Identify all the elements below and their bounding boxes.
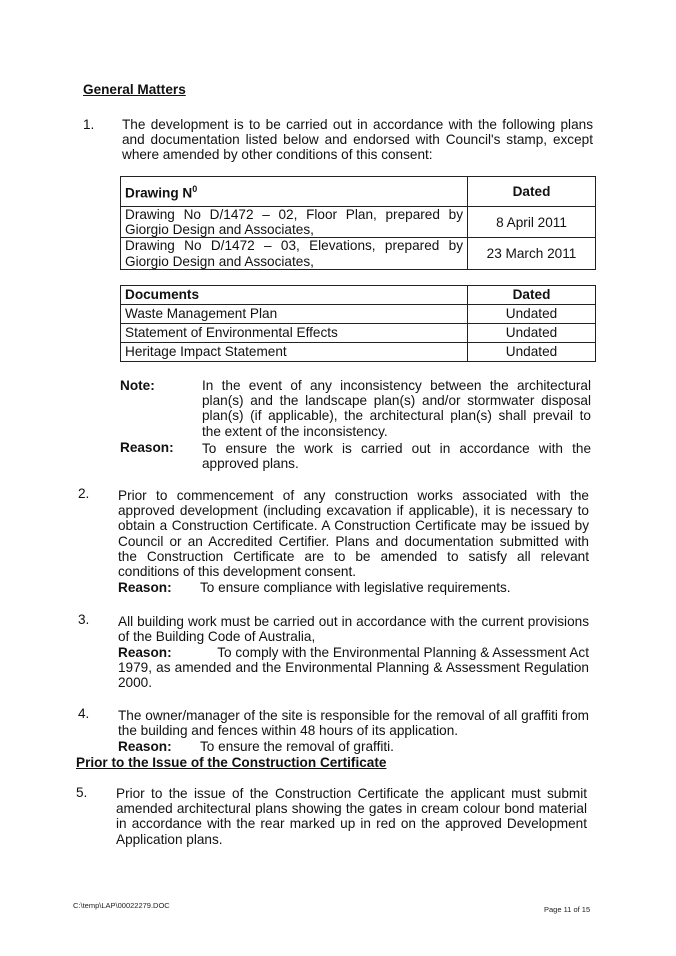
table-header-row (121, 177, 596, 207)
condition-paragraph-4 (118, 708, 589, 738)
paragraph-line: and documentation listed below and endorsed with Council's stamp, except (122, 132, 593, 148)
table-header-row (121, 286, 596, 305)
condition-paragraph-3 (118, 614, 589, 644)
note-line: plan(s) (if applicable), the architectural plan(s) shall prevail to (202, 408, 591, 424)
section-heading-construction-certificate: Prior to the Issue of the Construction Certificate (76, 755, 387, 770)
condition-paragraph-5 (116, 786, 587, 847)
reason-line-3 (118, 645, 589, 660)
note-text (202, 378, 591, 439)
paragraph-line: where amended by other conditions of this consent: (122, 147, 433, 163)
paragraph-line: The owner/manager of the site is responsible for the removal of all graffiti from (118, 708, 589, 723)
reason-line: 1979, as amended and the Environmental Planning & Assessment Regulation (118, 660, 589, 675)
documents-table (120, 285, 596, 362)
document-name: Heritage Impact Statement (121, 343, 468, 362)
table-row (121, 324, 596, 343)
reason-text: To ensure compliance with legislative requirements. (200, 580, 511, 595)
paragraph-line: approved development (including excavation if applicable), it is necessary to (118, 503, 589, 519)
table-row (121, 305, 596, 324)
paragraph-line: conditions of this development consent. (118, 564, 357, 580)
paragraph-line: Prior to commencement of any construction works associated with the (118, 488, 589, 503)
drawings-table (120, 176, 596, 270)
reason-label: Reason: (118, 739, 172, 754)
reason-line: approved plans. (202, 456, 299, 472)
paragraph-line: the building and fences within 48 hours of its application. (118, 723, 459, 739)
paragraph-line: All building work must be carried out in accordance with the current provisions (118, 614, 589, 629)
reason-line-4 (118, 739, 394, 754)
item-number: 4. (78, 706, 90, 721)
paragraph-line: The development is to be carried out in accordance with the following plans (122, 117, 593, 132)
paragraph-line: of the Building Code of Australia, (118, 629, 316, 645)
reason-continuation-3 (118, 660, 589, 690)
paragraph-line: Council or an Accredited Certifier. Plans and documentation submitted with (118, 533, 589, 549)
header-dated: Dated (468, 286, 596, 305)
document-date: Undated (468, 343, 596, 362)
reason-label: Reason: (118, 645, 172, 660)
item-number: 1. (83, 117, 95, 132)
condition-paragraph-2 (118, 488, 589, 579)
paragraph-line: the Construction Certificate are to be amended to satisfy all relevant (118, 548, 589, 564)
note-label: Note: (120, 378, 155, 393)
table-row (121, 343, 596, 362)
paragraph-line: Prior to the issue of the Construction Certificate the applicant must submit (116, 786, 587, 801)
drawing-date: 8 April 2011 (468, 207, 596, 238)
reason-text: To comply with the Environmental Planning & Assessment Act (217, 645, 589, 660)
drawing-description: Drawing No D/1472 – 03, Elevations, prepared by Giorgio Design and Associates, (121, 238, 468, 269)
reason-label: Reason: (120, 440, 174, 455)
table-row (121, 238, 596, 269)
note-line: In the event of any inconsistency between the architectural (202, 378, 591, 393)
drawing-date: 23 March 2011 (468, 238, 596, 269)
footer-file-path: C:\temp\LAP\00022279.DOC (73, 901, 170, 910)
reason-line: 2000. (118, 675, 153, 691)
item-number: 5. (76, 785, 88, 800)
note-line: the extent of the inconsistency. (202, 423, 388, 439)
document-date: Undated (468, 324, 596, 343)
header-drawing-number: Drawing $N^0$ (121, 177, 468, 207)
reason-text (202, 441, 591, 471)
reason-label: Reason: (118, 580, 172, 595)
paragraph-line: amended architectural plans showing the gates in cream colour bond material (116, 801, 587, 817)
item-number: 2. (78, 486, 90, 501)
section-heading-general-matters: General Matters (83, 82, 186, 97)
footer-page-number: Page 11 of 15 (544, 905, 591, 914)
paragraph-line: in accordance with the rear marked up in red on the approved Development (116, 816, 587, 832)
document-name: Statement of Environmental Effects (121, 324, 468, 343)
document-date: Undated (468, 305, 596, 324)
note-line: plan(s) and the landscape plan(s) and/or stormwater disposal (202, 393, 591, 409)
paragraph-line: obtain a Construction Certificate. A Construction Certificate may be issued by (118, 518, 589, 534)
reason-text: To ensure the removal of graffiti. (200, 739, 394, 754)
header-dated: Dated (468, 177, 596, 207)
paragraph-line: Application plans. (116, 831, 223, 847)
condition-paragraph-1 (122, 117, 593, 163)
item-number: 3. (78, 612, 90, 627)
document-name: Waste Management Plan (121, 305, 468, 324)
header-documents: Documents (121, 286, 468, 305)
reason-line: To ensure the work is carried out in accordance with the (202, 441, 591, 456)
reason-line-2 (118, 580, 511, 595)
table-row (121, 207, 596, 238)
drawing-description: Drawing No D/1472 – 02, Floor Plan, prepared by Giorgio Design and Associates, (121, 207, 468, 238)
